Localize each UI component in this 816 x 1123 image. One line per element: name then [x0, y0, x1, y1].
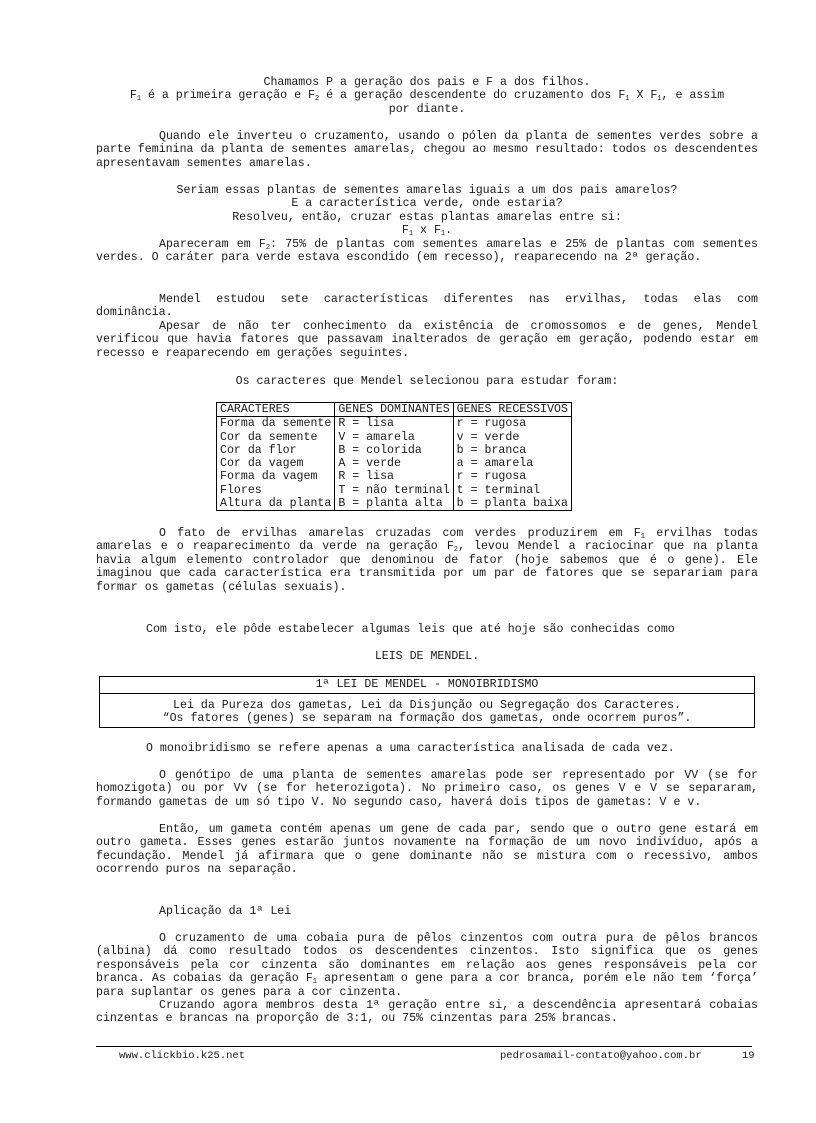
- cell-trait: Cor da vagem: [217, 457, 335, 470]
- cell-recessive: v = verde: [453, 431, 571, 444]
- questions-block: [96, 184, 758, 238]
- table-row: [217, 431, 572, 444]
- table-row: [217, 497, 572, 511]
- intro-line-2: $F_1$ é a primeira geração e $F_2$ é a geração descendente do cruzamento dos $F_1$ X $F_1$, e assim: [129, 89, 725, 104]
- cell-dominant: R = lisa: [335, 417, 453, 431]
- lei-box-title: 1ª LEI DE MENDEL - MONOIBRIDISMO: [315, 678, 539, 691]
- question-2: E a característica verde, onde estaria?: [291, 197, 563, 211]
- cell-trait: Flores: [217, 484, 335, 497]
- cell-recessive: b = branca: [453, 444, 571, 457]
- footer-divider: [96, 1046, 752, 1047]
- cell-dominant: V = amarela: [335, 431, 453, 444]
- cell-dominant: A = verde: [335, 457, 453, 470]
- cell-trait: Cor da flor: [217, 444, 335, 457]
- cell-trait: Forma da semente: [217, 417, 335, 431]
- cell-dominant: B = planta alta: [335, 497, 453, 511]
- cell-dominant: B = colorida: [335, 444, 453, 457]
- paragraph-fato: O fato de ervilhas amarelas cruzadas com verdes produzirem em $F_1$ ervilhas todas amarelas e o reaparecimento da verde na geração $F_2$, levou Mendel a raciocinar que na planta havia algum elemento controlador que denominou de fator (hoje sabemos que é o gene). Ele imaginou que cada característica era transmitida por um par de fatores que se separariam para formar os gametas (células sexuais).: [96, 527, 758, 594]
- intro-line-1: Chamamos P a geração dos pais e F a dos filhos.: [263, 76, 591, 89]
- question-3: Resolveu, então, cruzar estas plantas amarelas entre si:: [232, 210, 622, 224]
- lei-box-divider: [100, 693, 754, 694]
- cell-recessive: t = terminal: [453, 484, 571, 497]
- table-row: [217, 484, 572, 497]
- paragraph-cobaia: O cruzamento de uma cobaia pura de pêlos cinzentos com outra pura de pêlos brancos (albina) dá como resultado todos os descendentes cinzentos. Isto significa que os genes responsáveis pela cor cinzenta são dominantes em relação aos genes responsáveis pela cor branca. As cobaias da geração $F_1$ apresentam o gene para a cor branca, porém ele não tem ‘força’ para suplantar os genes para a cor cinzenta.: [96, 932, 758, 999]
- aplicacao-title: Aplicação da 1ª Lei: [159, 905, 292, 918]
- lei-box: [99, 676, 755, 728]
- table-intro: Os caracteres que Mendel selecionou para estudar foram:: [235, 375, 619, 388]
- cell-dominant: T = não terminal: [335, 484, 453, 497]
- lei-box-line-1: Lei da Pureza dos gametas, Lei da Disjunção ou Segregação dos Caracteres.: [173, 699, 681, 712]
- traits-table-header: [217, 403, 572, 417]
- footer-page-number: 19: [742, 1050, 755, 1062]
- cell-dominant: R = lisa: [335, 470, 453, 483]
- question-1: Seriam essas plantas de sementes amarelas iguais a um dos pais amarelos?: [176, 184, 678, 197]
- traits-table: [216, 402, 572, 511]
- header-caracteres: CARACTERES: [217, 403, 335, 417]
- cell-trait: Cor da semente: [217, 431, 335, 444]
- cross-formula: $F_1$ x $F_1$.: [401, 224, 453, 239]
- table-row: [217, 444, 572, 457]
- header-genes-dominantes: GENES DOMINANTES: [335, 403, 453, 417]
- paragraph-entao: Então, um gameta contém apenas um gene de cada par, sendo que o outro gene estará em outro gameta. Esses genes estarão juntos novamente na formação de um novo indivíduo, após a fecundação. Mendel já afirmara que o gene dominante não se mistura com o recessivo, ambos ocorrendo puros na separação.: [96, 823, 758, 877]
- intro-line-3: por diante.: [388, 102, 466, 116]
- intro-block: [96, 76, 758, 116]
- paragraph-apareceram: Apareceram em $F_2$: 75% de plantas com sementes amarelas e 25% de plantas com sementes verdes. O caráter para verde estava escondido (em recesso), reaparecendo na 2ª geração.: [96, 238, 758, 265]
- paragraph-monoibridismo: O monoibridismo se refere apenas a uma característica analisada de cada vez.: [146, 742, 675, 755]
- cell-trait: Forma da vagem: [217, 470, 335, 483]
- table-row: [217, 457, 572, 470]
- paragraph-genotipo: O genótipo de uma planta de sementes amarelas pode ser representado por VV (se for homozigota) ou por Vv (se for heterozigota). No primeiro caso, os genes V e V se separaram, formando gametas de um só tipo V. No segundo caso, haverá dois tipos de gametas: V e v.: [96, 769, 758, 809]
- table-row: [217, 417, 572, 431]
- footer-site: www.clickbio.k25.net: [119, 1050, 246, 1062]
- paragraph-leis: Com isto, ele pôde estabelecer algumas leis que até hoje são conhecidas como: [146, 623, 675, 636]
- paragraph-sete-caracteristicas: Mendel estudou sete características diferentes nas ervilhas, todas elas com dominância.: [96, 293, 758, 320]
- paragraph-cruzando: Cruzando agora membros desta 1ª geração entre si, a descendência apresentará cobaias cinzentas e brancas na proporção de 3:1, ou 75% cinzentas para 25% brancas.: [96, 999, 758, 1026]
- footer-email: pedrosamail-contato@yahoo.com.br: [500, 1050, 702, 1062]
- cell-trait: Altura da planta: [217, 497, 335, 511]
- header-genes-recessivos: GENES RECESSIVOS: [453, 403, 571, 417]
- cell-recessive: r = rugosa: [453, 470, 571, 483]
- paragraph-inverteu: Quando ele inverteu o cruzamento, usando o pólen da planta de sementes verdes sobre a parte feminina da planta de sementes amarelas, chegou ao mesmo resultado: todos os descendentes apresentavam sementes amarelas.: [96, 130, 758, 170]
- leis-title: LEIS DE MENDEL.: [374, 650, 480, 663]
- paragraph-apesar: Apesar de não ter conhecimento da existência de cromossomos e de genes, Mendel verificou que havia fatores que passavam inalterados de geração em geração, podendo estar em recesso e reaparecendo em gerações seguintes.: [96, 320, 758, 360]
- table-row: [217, 470, 572, 483]
- cell-recessive: r = rugosa: [453, 417, 571, 431]
- lei-box-line-2: “Os fatores (genes) se separam na formação dos gametas, onde ocorrem puros”.: [162, 712, 692, 725]
- cell-recessive: b = planta baixa: [453, 497, 571, 511]
- cell-recessive: a = amarela: [453, 457, 571, 470]
